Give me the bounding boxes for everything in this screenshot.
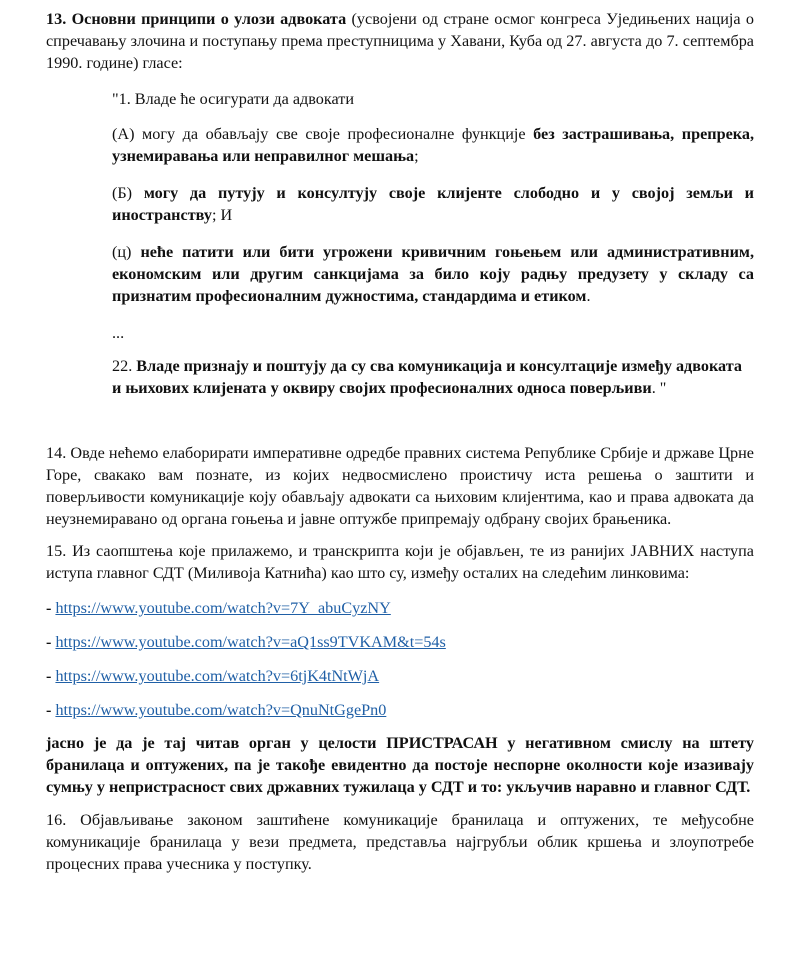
paragraph-13-number: 13.: [46, 10, 67, 28]
quote-item-c-prefix: (ц): [112, 243, 132, 261]
paragraph-15: 15. Из саопштења које прилажемо, и транскрипта који је објављен, те из ранијих ЈАВНИХ наступа иступа главног СДТ (Миливоја Катнића) као што су, између осталих на следећим линковима:: [46, 542, 754, 582]
link-dash: -: [46, 599, 52, 617]
quote-intro: "1. Владе ће осигурати да адвокати: [112, 90, 355, 108]
quote-item-b-prefix: (Б): [112, 184, 133, 202]
youtube-link-4[interactable]: https://www.youtube.com/watch?v=QnuNtGgePn0: [55, 701, 387, 719]
link-item: [46, 665, 754, 687]
quote-ellipsis: ...: [112, 324, 125, 342]
link-dash: -: [46, 701, 52, 719]
quote-item-b: [112, 182, 754, 226]
link-item: [46, 631, 754, 653]
paragraph-13: [46, 0, 754, 74]
quote-item-a: [112, 123, 754, 167]
link-item: [46, 699, 754, 721]
quote-item-b-bold: могу да путују и консултују своје клијенте слободно и у својој земљи и иностранству: [112, 184, 754, 224]
paragraph-13-title: Основни принципи о улози адвоката: [71, 10, 347, 28]
quoted-principles: [46, 88, 754, 399]
quote-item-22-suffix: . ": [651, 379, 667, 397]
youtube-link-1[interactable]: https://www.youtube.com/watch?v=7Y_abuCyzNY: [55, 599, 391, 617]
quote-item-a-prefix: (А) могу да обављају све своје професионалне функције: [112, 125, 526, 143]
quote-item-a-suffix: ;: [414, 147, 419, 165]
link-dash: -: [46, 633, 52, 651]
quote-item-22-bold: Владе признају и поштују да су сва комуникација и консултације између адвоката и њихових клијената у оквиру својих професионалних односа поверљиви: [112, 357, 742, 397]
quote-item-a-bold: без застрашивања, препрека, узнемиравања или неправилног мешања: [112, 125, 755, 165]
paragraph-14: 14. Овде нећемо елаборирати императивне одредбе правних система Републике Србије и државе Црне Горе, свакако вам познате, из којих недвосмислено проистичу иста решења о заштити и поверљивости комуникације коју обављају адвокати са њиховим клијентима, као и права адвоката да неузнемиравано од органа гоњења и јавне оптужбе припремају одбрану својих брањеника.: [46, 444, 754, 528]
link-item: [46, 597, 754, 619]
paragraph-16: 16. Објављивање законом заштићене комуникације бранилаца и оптужених, те међусобне комуникације бранилаца у вези предмета, представља најгрубљи облик кршења и злоупотребе процесних права учесника у поступку.: [46, 811, 754, 873]
quote-item-c-suffix: .: [586, 287, 591, 305]
youtube-link-3[interactable]: https://www.youtube.com/watch?v=6tjK4tNtWjA: [55, 667, 380, 685]
quote-item-22-prefix: 22.: [112, 357, 133, 375]
quote-item-c-bold: неће патити или бити угрожени кривичним гоњењем или административним, економским или другим санкцијама за било коју радњу предузету у складу са признатим професионалним дужностима, стандардима и етиком: [112, 243, 754, 305]
link-dash: -: [46, 667, 52, 685]
paragraph-15-conclusion: јасно је да је тај читав орган у целости ПРИСТРАСАН у негативном смислу на штету бранилаца и оптужених, па је такође евидентно да постоје неспорне околности које изазивају сумњу у непристрасност свих државних тужилаца у СДТ и то: укључив наравно и главног СДТ.: [46, 734, 754, 796]
paragraph-13-text: (усвојени од стране осмог конгреса Уједињених нација о спречавању злочина и поступању према преступницима у Хавани, Куба од 27. августа до 7. септембра 1990. године) гласе:: [46, 10, 755, 72]
quote-item-b-suffix: ; И: [211, 206, 233, 224]
quote-item-22: [112, 355, 754, 399]
youtube-link-2[interactable]: https://www.youtube.com/watch?v=aQ1ss9TVKAM&t=54s: [55, 633, 446, 651]
quote-item-c: [112, 241, 754, 307]
link-list: [46, 597, 754, 721]
